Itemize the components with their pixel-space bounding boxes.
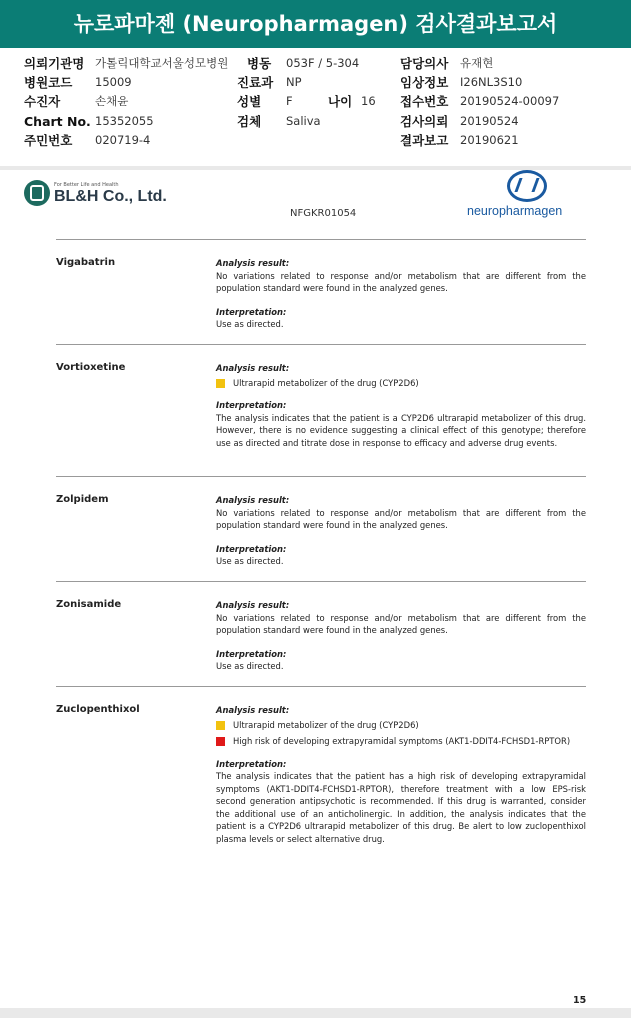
drug-section-zonisamide (56, 581, 586, 687)
drug-result-block (216, 362, 586, 449)
drug-result-block (216, 257, 586, 331)
report-value: 20190621 (460, 133, 519, 147)
drug-name: Vortioxetine (56, 362, 126, 373)
specimen-value: Saliva (286, 114, 321, 128)
chart-label: Chart No. (24, 114, 91, 129)
clinical-label: 임상정보 (400, 75, 449, 90)
analysis-text: No variations related to response and/or metabolism that are different from the population standard were found in the analyzed genes. (216, 507, 586, 530)
footer-strip (0, 1008, 631, 1018)
receipt-value: 20190524-00097 (460, 94, 560, 108)
interpretation-text: Use as directed. (216, 556, 284, 566)
blh-tagline: For Better Life and Health (54, 182, 119, 188)
interpretation-heading: Interpretation: (216, 758, 287, 769)
patient-label: 수진자 (24, 94, 61, 109)
analysis-text: No variations related to response and/or metabolism that are different from the population standard were found in the analyzed genes. (216, 270, 586, 293)
request-label: 검사의뢰 (400, 114, 449, 129)
interpretation-heading: Interpretation: (216, 648, 287, 659)
drug-name: Zonisamide (56, 599, 122, 610)
doctor-value: 유재현 (460, 56, 494, 70)
interpretation-text: Use as directed. (216, 661, 284, 671)
dept-label: 진료과 (237, 75, 274, 90)
flag-text: Ultrarapid metabolizer of the drug (CYP2D6) (233, 377, 419, 388)
analysis-heading: Analysis result: (216, 600, 290, 610)
report-title-bar (0, 0, 631, 48)
drug-section-vigabatrin (56, 239, 586, 345)
hospital-code-label: 병원코드 (24, 75, 73, 90)
institution-label: 의뢰기관명 (24, 56, 85, 71)
drug-section-zuclopenthixol (56, 686, 586, 867)
flag-eps-risk (216, 735, 586, 748)
blh-logo-icon (24, 180, 50, 206)
neuropharmagen-logo (467, 170, 593, 222)
flag-ultrarapid (216, 719, 586, 732)
sex-value: F (286, 94, 293, 108)
interpretation-heading: Interpretation: (216, 543, 287, 554)
flag-text: High risk of developing extrapyramidal symptoms (AKT1-DDIT4-FCHSD1-RPTOR) (233, 736, 571, 746)
dept-value: NP (286, 75, 302, 89)
red-flag-icon (216, 737, 225, 746)
specimen-label: 검체 (237, 114, 262, 129)
receipt-label: 접수번호 (400, 94, 449, 109)
id-label: 주민번호 (24, 133, 73, 148)
document-code: NFGKR01054 (290, 208, 357, 219)
analysis-heading: Analysis result: (216, 363, 290, 373)
institution-value: 가톨릭대학교서울성모병원 (95, 56, 229, 70)
analysis-heading: Analysis result: (216, 258, 290, 268)
drug-result-block (216, 704, 586, 845)
hospital-code-value: 15009 (95, 75, 132, 89)
sex-label: 성별 (237, 94, 262, 109)
neuropharmagen-wordmark (467, 204, 562, 218)
analysis-heading: Analysis result: (216, 705, 290, 715)
patient-value: 손채윤 (95, 94, 129, 108)
chart-value: 15352055 (95, 114, 154, 128)
id-value: 020719-4 (95, 133, 151, 147)
interpretation-text: The analysis indicates that the patient has a high risk of developing extrapyramidal symptoms (AKT1-DDIT4-FCHSD1-RPTOR), therefore treatment with a low EPS-risk second generation antipsychotic is recommended. If this drug is warranted, consider the additional use of an anticholinergic. In addition, the analysis indicates that the patient is a CYP2D6 ultrarapid metabolizer of this drug. Be alert to low zuclopenthixol plasma levels or select alternative drug. (216, 771, 586, 844)
page-number: 15 (573, 995, 587, 1006)
drug-name: Vigabatrin (56, 257, 116, 268)
report-label: 결과보고 (400, 133, 449, 148)
patient-info-header (0, 48, 631, 167)
ward-value: 053F / 5-304 (286, 56, 360, 70)
age-value: 16 (361, 94, 376, 108)
analysis-heading: Analysis result: (216, 495, 290, 505)
blh-company-name: BL&H Co., Ltd. (54, 188, 167, 205)
clinical-value: I26NL3S10 (460, 75, 523, 89)
wordmark-neuro: neuro (467, 204, 499, 218)
wordmark-pharmagen: pharmagen (498, 204, 563, 218)
yellow-flag-icon (216, 379, 225, 388)
doctor-label: 담당의사 (400, 56, 449, 71)
yellow-flag-icon (216, 721, 225, 730)
flag-text: Ultrarapid metabolizer of the drug (CYP2D6) (233, 719, 419, 730)
interpretation-text: The analysis indicates that the patient is a CYP2D6 ultrarapid metabolizer of this drug. However, there is no evidence suggesting a clinical effect of this genotype; therefore use as directed and titrate dose in response to efficacy and adverse drug events. (216, 412, 586, 448)
flag-ultrarapid (216, 377, 586, 390)
interpretation-text: Use as directed. (216, 319, 284, 329)
drug-name: Zuclopenthixol (56, 704, 140, 715)
drug-result-block (216, 599, 586, 673)
age-label: 나이 (328, 94, 353, 109)
report-title: 뉴로파마젠 (Neuropharmagen) 검사결과보고서 (73, 12, 558, 36)
analysis-text: No variations related to response and/or metabolism that are different from the population standard were found in the analyzed genes. (216, 612, 586, 635)
interpretation-heading: Interpretation: (216, 306, 287, 317)
drug-section-vortioxetine (56, 344, 586, 477)
interpretation-heading: Interpretation: (216, 400, 287, 410)
drug-section-zolpidem (56, 476, 586, 582)
request-value: 20190524 (460, 114, 519, 128)
ward-label: 병동 (247, 56, 272, 71)
drug-result-block (216, 494, 586, 568)
drug-name: Zolpidem (56, 494, 109, 505)
